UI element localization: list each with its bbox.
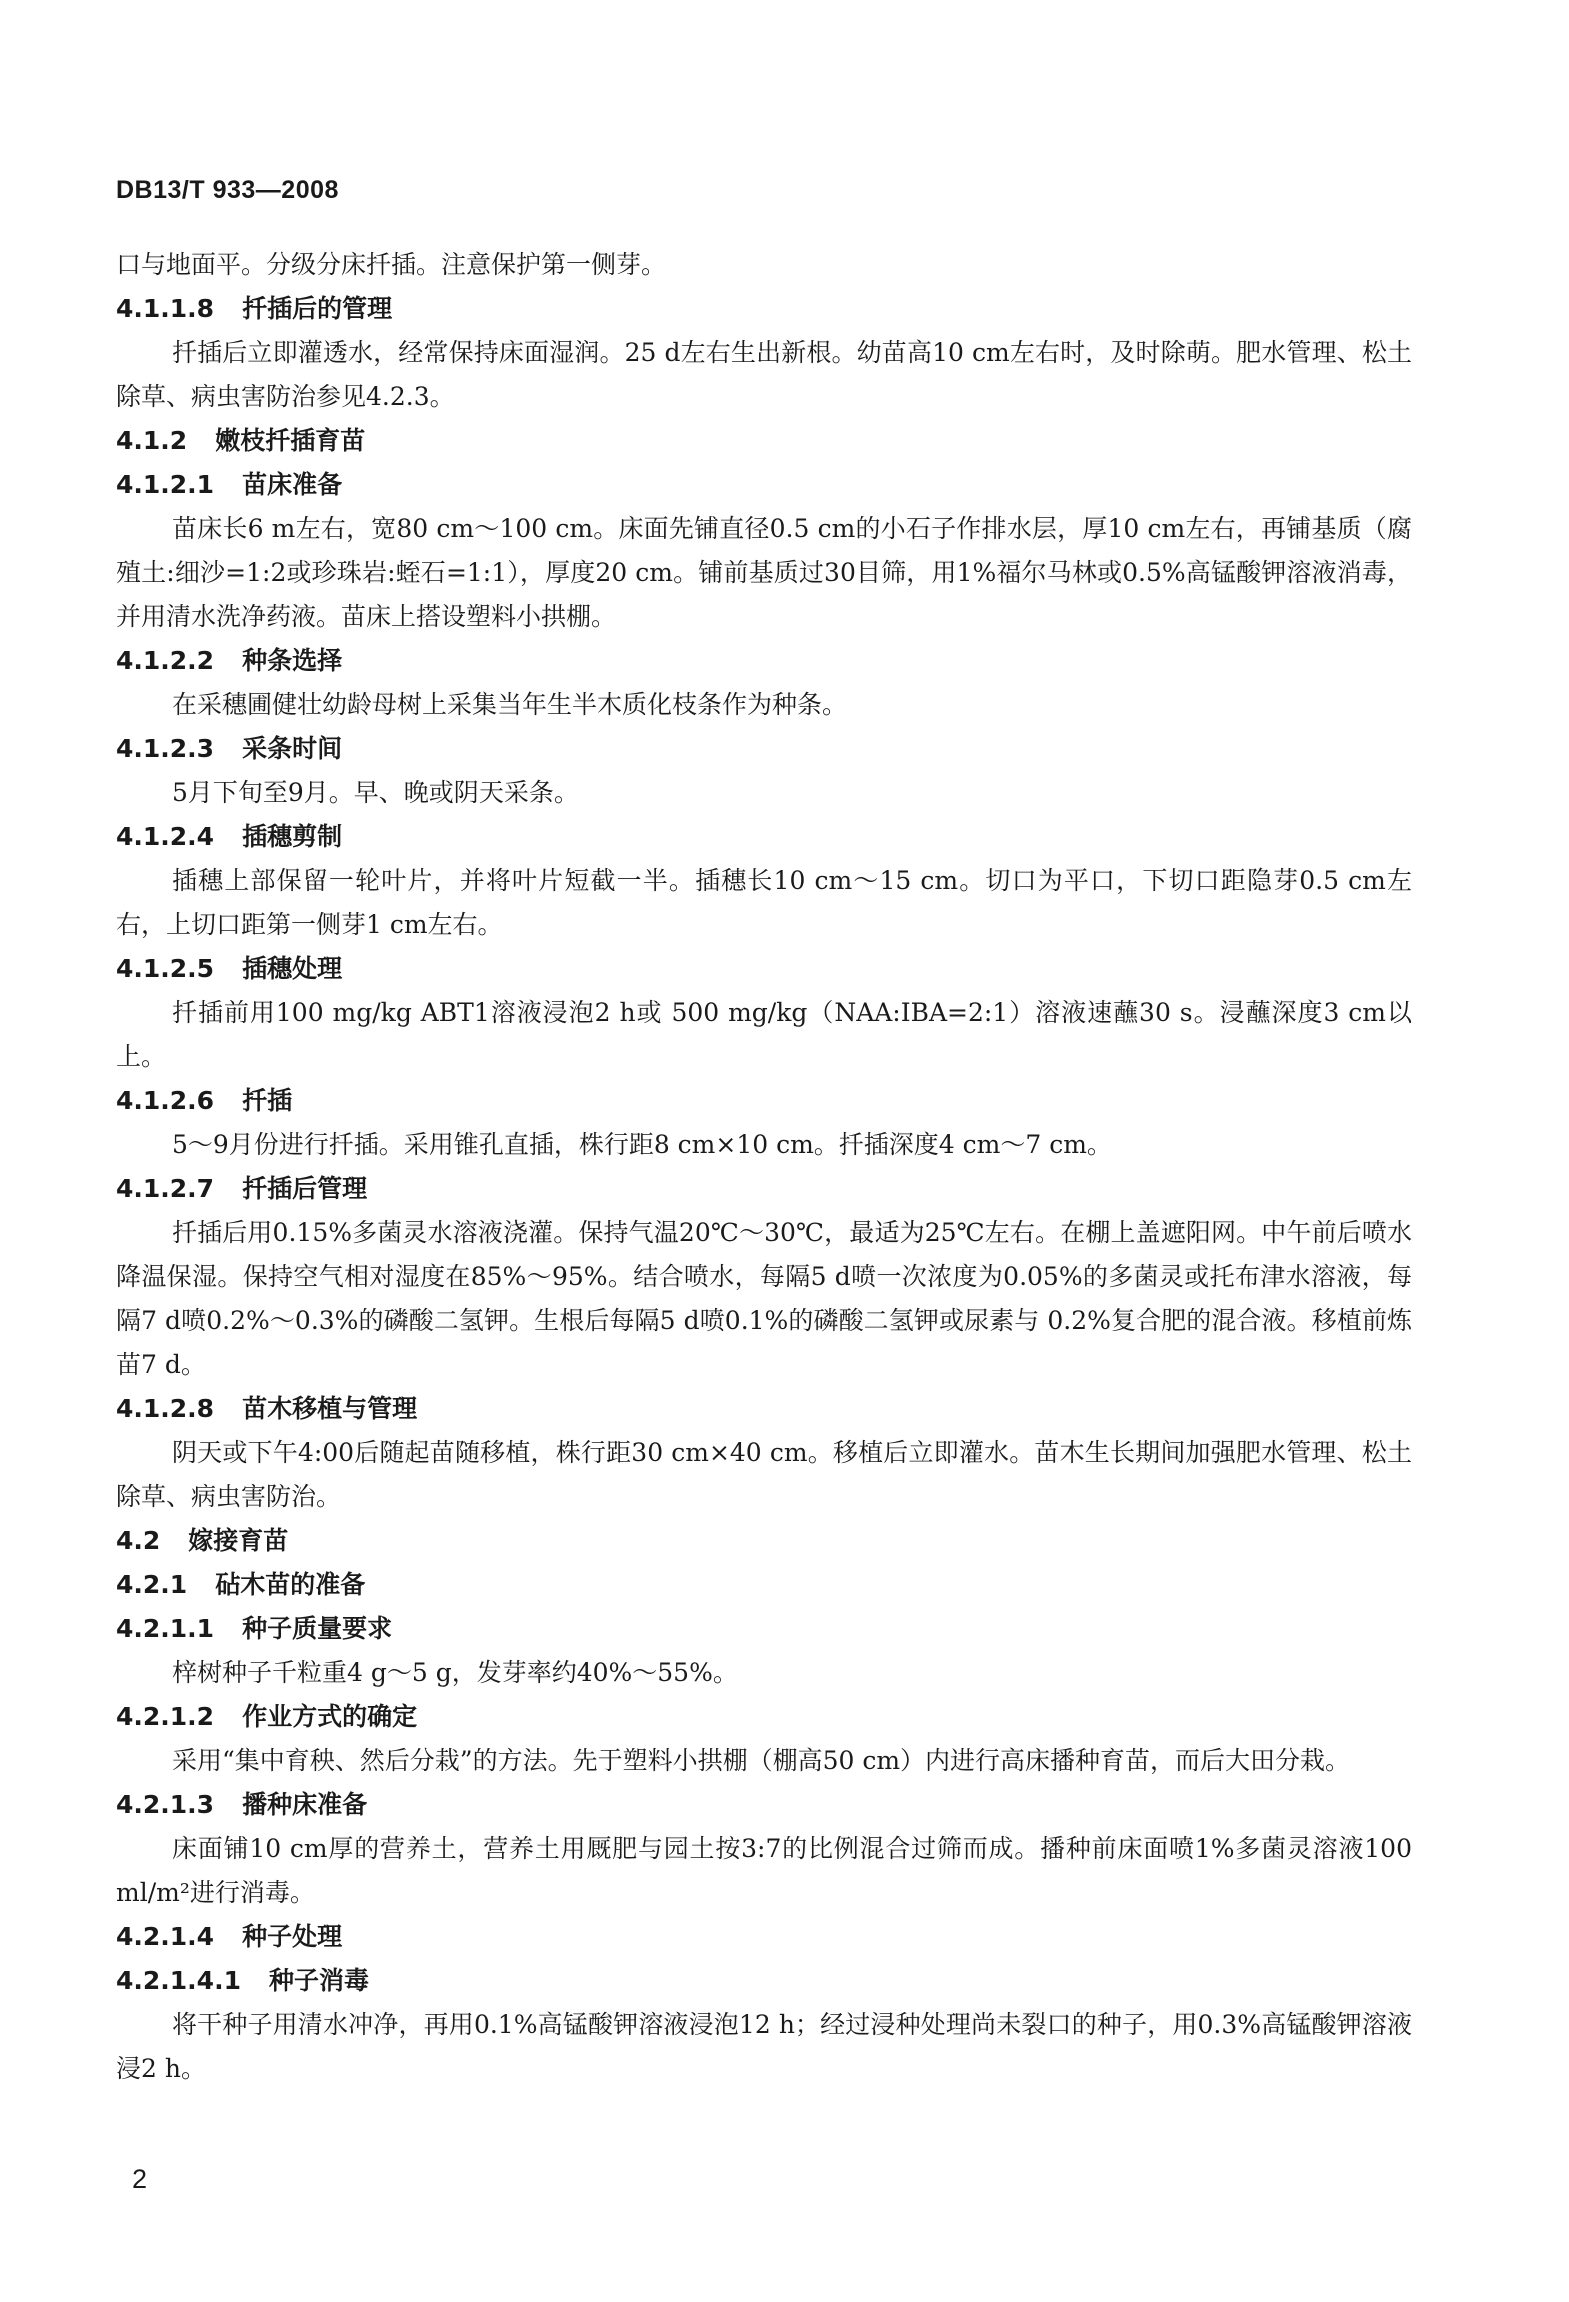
section-heading <box>116 1695 1412 1739</box>
section-title: 苗床准备 <box>242 470 343 499</box>
body-paragraph: 扦插后立即灌透水，经常保持床面湿润。25 d左右生出新根。幼苗高10 cm左右时，及时除萌。肥水管理、松土除草、病虫害防治参见4.2.3。 <box>116 338 1412 411</box>
section-title: 嫁接育苗 <box>188 1526 289 1555</box>
section-number: 4.1.1.8 <box>116 294 215 323</box>
section-number: 4.2.1.3 <box>116 1790 215 1819</box>
section-heading <box>116 1783 1412 1827</box>
section-number: 4.1.2 <box>116 426 188 455</box>
body-paragraph: 梓树种子千粒重4 g～5 g，发芽率约40%～55%。 <box>172 1658 738 1687</box>
section-title: 种子消毒 <box>268 1966 369 1995</box>
section-number: 4.1.2.5 <box>116 954 215 983</box>
body-paragraph: 采用“集中育秧、然后分栽”的方法。先于塑料小拱棚（棚高50 cm）内进行高床播种育苗，而后大田分栽。 <box>172 1746 1351 1775</box>
section-heading <box>116 947 1412 991</box>
section-title: 砧木苗的准备 <box>215 1570 366 1599</box>
body-paragraph: 5月下旬至9月。早、晚或阴天采条。 <box>172 778 579 807</box>
body-paragraph: 在采穗圃健壮幼龄母树上采集当年生半木质化枝条作为种条。 <box>172 690 848 719</box>
section-title: 扦插后的管理 <box>242 294 393 323</box>
section-number: 4.2.1.1 <box>116 1614 215 1643</box>
section-title: 作业方式的确定 <box>242 1702 418 1731</box>
section-number: 4.2 <box>116 1526 161 1555</box>
section-title: 扦插 <box>242 1086 293 1115</box>
section-number: 4.1.2.6 <box>116 1086 215 1115</box>
section-heading <box>116 815 1412 859</box>
body-paragraph: 扦插前用100 mg/kg ABT1溶液浸泡2 h或 500 mg/kg（NAA:IBA=2:1）溶液速蘸30 s。浸蘸深度3 cm以上。 <box>116 998 1412 1071</box>
section-heading <box>116 1079 1412 1123</box>
section-heading <box>116 287 1412 331</box>
section-title: 苗木移植与管理 <box>242 1394 418 1423</box>
section-number: 4.1.2.3 <box>116 734 215 763</box>
section-heading <box>116 727 1412 771</box>
section-number: 4.2.1.2 <box>116 1702 215 1731</box>
body-paragraph: 5～9月份进行扦插。采用锥孔直插，株行距8 cm×10 cm。扦插深度4 cm～7 cm。 <box>172 1130 1112 1159</box>
section-title: 嫩枝扦插育苗 <box>215 426 366 455</box>
section-heading <box>116 1607 1412 1651</box>
page-number: 2 <box>132 2164 148 2194</box>
section-number: 4.1.2.2 <box>116 646 215 675</box>
section-number: 4.1.2.1 <box>116 470 215 499</box>
section-number: 4.2.1 <box>116 1570 188 1599</box>
document-body <box>116 243 1412 2091</box>
section-heading <box>116 1915 1412 1959</box>
section-heading <box>116 639 1412 683</box>
section-heading <box>116 1167 1412 1211</box>
section-title: 扦插后管理 <box>242 1174 368 1203</box>
section-title: 种子处理 <box>242 1922 343 1951</box>
section-number: 4.1.2.4 <box>116 822 215 851</box>
section-number: 4.2.1.4 <box>116 1922 215 1951</box>
section-number: 4.1.2.8 <box>116 1394 215 1423</box>
body-paragraph: 口与地面平。分级分床扦插。注意保护第一侧芽。 <box>116 250 667 279</box>
body-paragraph: 插穗上部保留一轮叶片，并将叶片短截一半。插穗长10 cm～15 cm。切口为平口，下切口距隐芽0.5 cm左右，上切口距第一侧芽1 cm左右。 <box>116 866 1412 939</box>
section-title: 插穗剪制 <box>242 822 343 851</box>
section-heading <box>116 463 1412 507</box>
body-paragraph: 扦插后用0.15%多菌灵水溶液浇灌。保持气温20℃～30℃，最适为25℃左右。在棚上盖遮阳网。中午前后喷水降温保湿。保持空气相对湿度在85%～95%。结合喷水，每隔5 d喷一次浓度为0.05%的多菌灵或托布津水溶液，每隔7 d喷0.2%～0.3%的磷酸二氢钾。生根后每隔5 d喷0.1%的磷酸二氢钾或尿素与 0.2%复合肥的混合液。移植前炼苗7 d。 <box>116 1218 1412 1379</box>
section-title: 采条时间 <box>242 734 343 763</box>
body-paragraph: 将干种子用清水冲净，再用0.1%高锰酸钾溶液浸泡12 h；经过浸种处理尚未裂口的种子，用0.3%高锰酸钾溶液浸2 h。 <box>116 2010 1412 2083</box>
body-paragraph: 苗床长6 m左右，宽80 cm～100 cm。床面先铺直径0.5 cm的小石子作排水层，厚10 cm左右，再铺基质（腐殖土:细沙=1:2或珍珠岩:蛭石=1:1），厚度20 cm。铺前基质过30目筛，用1%福尔马林或0.5%高锰酸钾溶液消毒，并用清水洗净药液。苗床上搭设塑料小拱棚。 <box>116 514 1412 631</box>
section-heading <box>116 1959 1412 2003</box>
section-heading <box>116 1563 1412 1607</box>
section-title: 种条选择 <box>242 646 343 675</box>
body-paragraph: 床面铺10 cm厚的营养土，营养土用厩肥与园土按3:7的比例混合过筛而成。播种前床面喷1%多菌灵溶液100 ml/m²进行消毒。 <box>116 1834 1412 1907</box>
section-number: 4.2.1.4.1 <box>116 1966 241 1995</box>
section-title: 插穗处理 <box>242 954 343 983</box>
section-heading <box>116 1519 1412 1563</box>
document-code: DB13/T 933—2008 <box>116 176 339 204</box>
section-number: 4.1.2.7 <box>116 1174 215 1203</box>
body-paragraph: 阴天或下午4:00后随起苗随移植，株行距30 cm×40 cm。移植后立即灌水。苗木生长期间加强肥水管理、松土除草、病虫害防治。 <box>116 1438 1412 1511</box>
section-title: 播种床准备 <box>242 1790 368 1819</box>
section-heading <box>116 419 1412 463</box>
section-heading <box>116 1387 1412 1431</box>
section-title: 种子质量要求 <box>242 1614 393 1643</box>
